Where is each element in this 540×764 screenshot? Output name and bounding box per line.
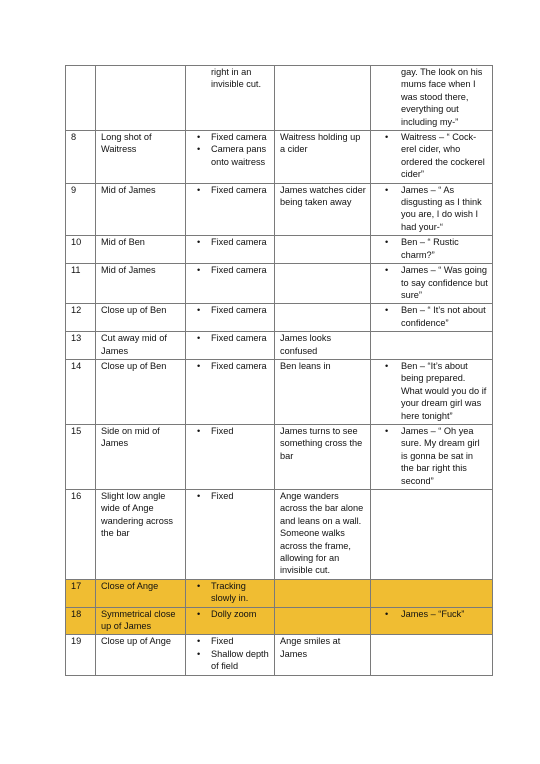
dialogue-cell bbox=[371, 359, 493, 424]
camera-list bbox=[191, 236, 270, 248]
action-text: James watches cider being taken away bbox=[280, 184, 366, 208]
table-row bbox=[66, 264, 493, 304]
shot-number: 14 bbox=[71, 360, 82, 371]
shot-type: Mid of Ben bbox=[101, 237, 145, 248]
camera-bullet: • Tracking slowly in. bbox=[191, 580, 270, 605]
shot-type-cell bbox=[96, 131, 186, 184]
shot-type: Close of Ange bbox=[101, 580, 159, 591]
camera-bullet: • Shallow depth of field bbox=[191, 648, 270, 673]
shot-number-cell bbox=[66, 490, 96, 580]
camera-cell bbox=[186, 359, 275, 424]
shot-type-cell bbox=[96, 304, 186, 332]
shot-number: 18 bbox=[71, 608, 82, 619]
shot-number: 19 bbox=[71, 636, 82, 647]
shot-number-cell bbox=[66, 332, 96, 360]
shot-list-body bbox=[66, 66, 493, 676]
action-text: James turns to see something cross the bar bbox=[280, 425, 363, 461]
camera-bullet: • Fixed camera bbox=[191, 360, 270, 372]
dialogue-cell bbox=[371, 264, 493, 304]
camera-cell bbox=[186, 131, 275, 184]
camera-cell bbox=[186, 490, 275, 580]
shot-type: Cut away mid of James bbox=[101, 333, 167, 356]
action-text: Waitress holding up a cider bbox=[280, 132, 361, 155]
dialogue-bullet: • James – “ Oh yea sure. My dream girl is gonna be sat in the bar right this second” bbox=[376, 425, 488, 487]
table-row bbox=[66, 131, 493, 184]
table-row bbox=[66, 66, 493, 131]
dialogue-list bbox=[376, 131, 488, 181]
dialogue-list bbox=[376, 304, 488, 329]
dialogue-cell bbox=[371, 131, 493, 184]
shot-type-cell bbox=[96, 236, 186, 264]
shot-type: Close up of Ben bbox=[101, 360, 167, 371]
action-cell bbox=[275, 490, 371, 580]
table-row bbox=[66, 607, 493, 635]
camera-list bbox=[191, 608, 270, 620]
dialogue-cell bbox=[371, 183, 493, 236]
table-row bbox=[66, 579, 493, 607]
dialogue-bullet: • Ben – “ It’s not about confidence” bbox=[376, 304, 488, 329]
table-row bbox=[66, 490, 493, 580]
shot-number: 15 bbox=[71, 425, 82, 436]
camera-list bbox=[191, 490, 270, 502]
table-row bbox=[66, 424, 493, 489]
table-row bbox=[66, 304, 493, 332]
dialogue-bullet: • James – “ As disgusting as I think you are, I do wish I had your-“ bbox=[376, 184, 488, 234]
shot-number-cell bbox=[66, 424, 96, 489]
shot-number: 16 bbox=[71, 491, 82, 501]
dialogue-list bbox=[376, 425, 488, 487]
dialogue-cell bbox=[371, 66, 493, 131]
action-cell bbox=[275, 264, 371, 304]
shot-number-cell bbox=[66, 579, 96, 607]
shot-type: Close up of Ben bbox=[101, 305, 167, 316]
camera-cell bbox=[186, 66, 275, 131]
dialogue-bullet: • Waitress – “ Cock-erel cider, who ordered the cockerel cider” bbox=[376, 131, 488, 181]
camera-list bbox=[191, 635, 270, 672]
action-cell bbox=[275, 424, 371, 489]
shot-type-cell bbox=[96, 359, 186, 424]
shot-type-cell bbox=[96, 424, 186, 489]
camera-list bbox=[191, 360, 270, 372]
camera-cell bbox=[186, 304, 275, 332]
dialogue-list bbox=[376, 264, 488, 301]
shot-number: 10 bbox=[71, 237, 82, 248]
shot-number-cell bbox=[66, 66, 96, 131]
shot-number-cell bbox=[66, 131, 96, 184]
shot-type: Side on mid of James bbox=[101, 425, 160, 449]
action-cell bbox=[275, 183, 371, 236]
shot-number-cell bbox=[66, 635, 96, 675]
dialogue-cell bbox=[371, 607, 493, 635]
shot-number: 9 bbox=[71, 184, 77, 195]
action-cell bbox=[275, 66, 371, 131]
camera-continuation: right in an invisible cut. bbox=[211, 67, 262, 90]
action-cell bbox=[275, 332, 371, 360]
camera-bullet: • Fixed camera bbox=[191, 304, 270, 316]
dialogue-bullet: • Ben – “ Rustic charm?” bbox=[376, 236, 488, 261]
shot-type-cell bbox=[96, 607, 186, 635]
dialogue-bullet: • James – “Fuck” bbox=[376, 608, 488, 620]
camera-cell bbox=[186, 579, 275, 607]
shot-type: Mid of James bbox=[101, 184, 156, 195]
shot-number: 8 bbox=[71, 132, 77, 143]
shot-number-cell bbox=[66, 607, 96, 635]
table-row bbox=[66, 236, 493, 264]
camera-list bbox=[191, 264, 270, 276]
shot-type: Slight low angle wide of Ange wandering across the bar bbox=[101, 491, 174, 539]
dialogue-bullet: • Ben – “It’s about being prepared. What would you do if your dream girl was here tonight” bbox=[376, 360, 488, 422]
camera-list bbox=[191, 332, 270, 344]
action-text: Ange wanders across the bar alone and leans on a wall. Someone walks across the frame, allowing for an invisible cut. bbox=[280, 491, 364, 576]
camera-list bbox=[191, 131, 270, 168]
shot-type-cell bbox=[96, 66, 186, 131]
action-text: Ange smiles at James bbox=[280, 636, 341, 659]
camera-list bbox=[191, 580, 270, 605]
camera-list bbox=[191, 184, 270, 196]
dialogue-cell bbox=[371, 635, 493, 675]
dialogue-cell bbox=[371, 579, 493, 607]
camera-cell bbox=[186, 264, 275, 304]
shot-list-table bbox=[65, 65, 493, 676]
shot-type-cell bbox=[96, 332, 186, 360]
table-row bbox=[66, 359, 493, 424]
camera-bullet: • Fixed camera bbox=[191, 131, 270, 143]
camera-bullet: • Fixed bbox=[191, 635, 270, 647]
dialogue-list bbox=[376, 236, 488, 261]
action-cell bbox=[275, 359, 371, 424]
camera-bullet: • Dolly zoom bbox=[191, 608, 270, 620]
action-cell bbox=[275, 304, 371, 332]
camera-cell bbox=[186, 635, 275, 675]
shot-type: Close up of Ange bbox=[101, 636, 171, 647]
camera-bullet: • Fixed camera bbox=[191, 236, 270, 248]
camera-cell bbox=[186, 607, 275, 635]
camera-bullet: • Fixed camera bbox=[191, 264, 270, 276]
action-cell bbox=[275, 236, 371, 264]
camera-cell bbox=[186, 236, 275, 264]
shot-type-cell bbox=[96, 490, 186, 580]
dialogue-list bbox=[376, 360, 488, 422]
table-row bbox=[66, 183, 493, 236]
action-cell bbox=[275, 579, 371, 607]
shot-type-cell bbox=[96, 183, 186, 236]
table-row bbox=[66, 635, 493, 675]
shot-number-cell bbox=[66, 264, 96, 304]
camera-cell bbox=[186, 424, 275, 489]
dialogue-bullet: • James – “ Was going to say confidence but sure” bbox=[376, 264, 488, 301]
dialogue-cell bbox=[371, 304, 493, 332]
shot-type-cell bbox=[96, 635, 186, 675]
camera-bullet: • Fixed bbox=[191, 490, 270, 502]
camera-bullet: • Fixed bbox=[191, 425, 270, 437]
dialogue-continuation: gay. The look on his mums face when I was stood there, everything out including my-” bbox=[401, 67, 483, 127]
action-cell bbox=[275, 131, 371, 184]
table-row bbox=[66, 332, 493, 360]
dialogue-cell bbox=[371, 236, 493, 264]
shot-number: 13 bbox=[71, 333, 82, 344]
action-text: James looks confused bbox=[280, 333, 332, 356]
action-text: Ben leans in bbox=[280, 360, 331, 371]
camera-bullet: • Fixed camera bbox=[191, 332, 270, 344]
shot-number-cell bbox=[66, 236, 96, 264]
shot-type: Long shot of Waitress bbox=[101, 132, 152, 155]
dialogue-cell bbox=[371, 424, 493, 489]
camera-cell bbox=[186, 183, 275, 236]
camera-bullet: • Camera pans onto waitress bbox=[191, 143, 270, 168]
camera-cell bbox=[186, 332, 275, 360]
dialogue-cell bbox=[371, 490, 493, 580]
dialogue-list bbox=[376, 608, 488, 620]
shot-number-cell bbox=[66, 183, 96, 236]
action-cell bbox=[275, 607, 371, 635]
shot-number: 11 bbox=[71, 265, 81, 276]
shot-type: Symmetrical close up of James bbox=[101, 608, 176, 632]
shot-number-cell bbox=[66, 359, 96, 424]
camera-list bbox=[191, 425, 270, 437]
shot-type: Mid of James bbox=[101, 265, 156, 276]
dialogue-list bbox=[376, 184, 488, 234]
shot-number-cell bbox=[66, 304, 96, 332]
dialogue-cell bbox=[371, 332, 493, 360]
shot-type-cell bbox=[96, 579, 186, 607]
shot-type-cell bbox=[96, 264, 186, 304]
camera-list bbox=[191, 304, 270, 316]
action-cell bbox=[275, 635, 371, 675]
shot-number: 12 bbox=[71, 305, 82, 316]
camera-bullet: • Fixed camera bbox=[191, 184, 270, 196]
shot-number: 17 bbox=[71, 580, 82, 591]
